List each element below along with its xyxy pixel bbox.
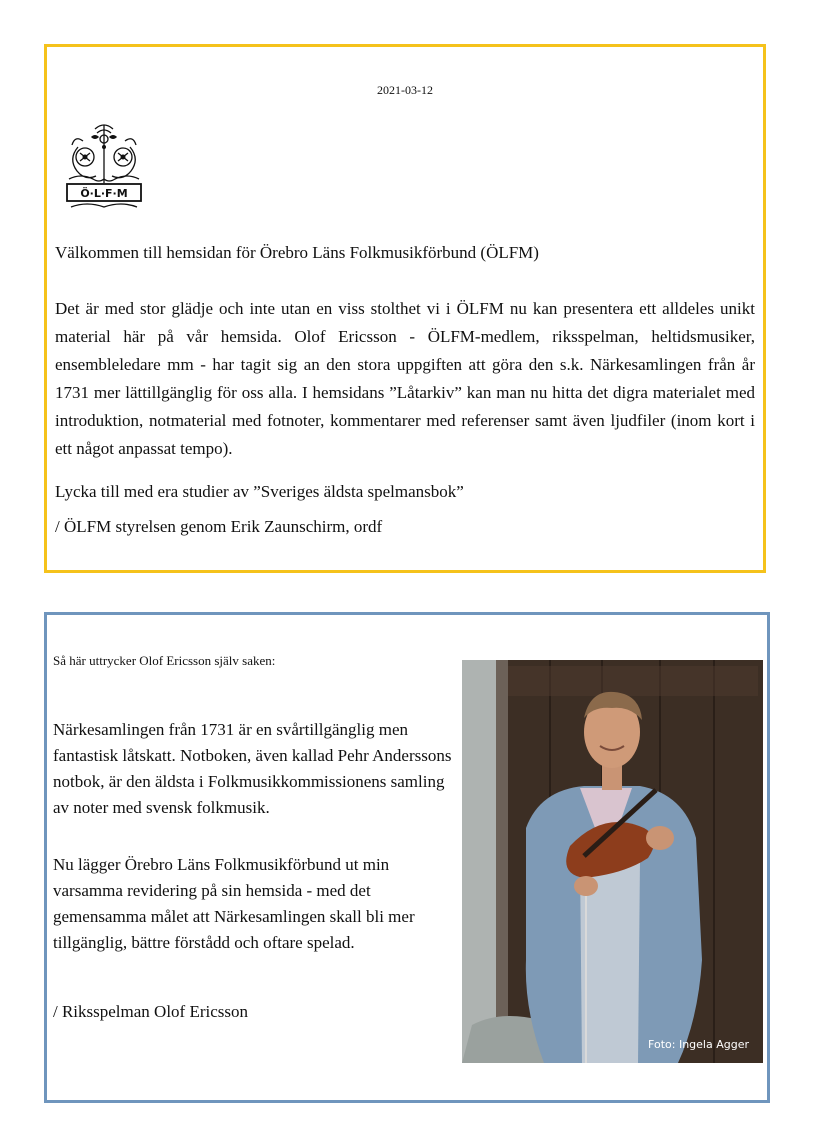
closing-line: Lycka till med era studier av ”Sveriges äldsta spelmansbok” — [55, 482, 464, 501]
intro-paragraph: Det är med stor glädje och inte utan en viss stolthet vi i ÖLFM nu kan presentera ett alldeles unikt material här på vår hemsida. Olof Ericsson - ÖLFM-medlem, riksspelman, heltidsmusiker, ensembleledare mm - har tagit sig an den stora uppgiften att göra den s.k. Närkesamlingen från år 1731 mer lättillgänglig för oss alla. I hemsidans ”Låtarkiv” kan man nu hitta det digra materialet med introduktion, notmaterial med fotnoter, kommentarer med referenser samt även ljudfiler (inom kort i ett något anpassat tempo). — [55, 299, 755, 458]
logo-text: Ö·L·F·M — [80, 187, 128, 200]
board-signature: / ÖLFM styrelsen genom Erik Zaunschirm, ordf — [55, 517, 383, 536]
quote-box — [44, 612, 770, 1103]
quote-lead-in: Så här uttrycker Olof Ericsson själv saken: — [53, 653, 276, 668]
document-date: 2021-03-12 — [377, 83, 433, 97]
olfm-logo-graphic — [63, 121, 145, 211]
violinist-portrait-graphic — [462, 660, 763, 1063]
portrait-photo — [462, 660, 763, 1063]
olof-signature: / Riksspelman Olof Ericsson — [53, 1002, 249, 1021]
welcome-heading: Välkommen till hemsidan för Örebro Läns Folkmusikförbund (ÖLFM) — [55, 243, 539, 262]
quote-paragraph-2: Nu lägger Örebro Läns Folkmusikförbund ut min varsamma revidering på sin hemsida - med det gemensamma målet att Närkesamlingen skall bli mer tillgänglig, bättre förstådd och oftare spelad. — [53, 855, 415, 952]
quote-paragraph-1: Närkesamlingen från 1731 är en svårtillgänglig men fantastisk låtskatt. Notboken, även kallad Pehr Anderssons notbok, är den äldsta i Folkmusikkommissionens samling av noter med svensk folkmusik. — [53, 720, 452, 817]
olfm-logo — [63, 121, 145, 211]
photo-credit: Foto: Ingela Agger — [648, 1038, 749, 1051]
welcome-box — [44, 44, 766, 573]
